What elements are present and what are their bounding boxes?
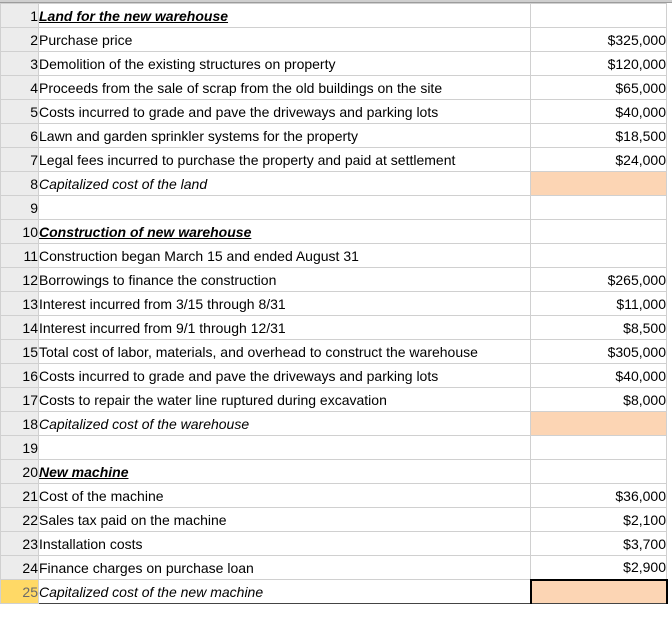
sheet-row [1,412,667,436]
sheet-row [1,268,667,292]
row-header[interactable]: 15 [1,340,39,364]
subtotal-amount-cell[interactable] [531,580,667,604]
amount-cell[interactable]: $65,000 [531,76,667,100]
description-cell[interactable]: Installation costs [39,532,531,556]
row-header[interactable]: 1 [1,4,39,28]
grid-body [1,4,667,604]
row-header[interactable]: 17 [1,388,39,412]
row-header[interactable]: 19 [1,436,39,460]
amount-cell[interactable]: $265,000 [531,268,667,292]
amount-cell[interactable]: $11,000 [531,292,667,316]
amount-cell[interactable]: $18,500 [531,124,667,148]
sheet-row [1,172,667,196]
row-header[interactable]: 6 [1,124,39,148]
description-cell[interactable]: Interest incurred from 3/15 through 8/31 [39,292,531,316]
subtotal-amount-cell[interactable] [531,412,667,436]
amount-cell[interactable] [531,436,667,460]
amount-cell[interactable]: $120,000 [531,52,667,76]
description-cell[interactable]: Cost of the machine [39,484,531,508]
description-cell[interactable]: Proceeds from the sale of scrap from the old buildings on the site [39,76,531,100]
sheet-row [1,508,667,532]
amount-cell[interactable]: $3,700 [531,532,667,556]
sheet-row [1,52,667,76]
amount-cell[interactable]: $2,100 [531,508,667,532]
subtotal-amount-cell[interactable] [531,172,667,196]
row-header[interactable]: 20 [1,460,39,484]
subtotal-label-cell[interactable]: Capitalized cost of the new machine [39,580,531,604]
sheet-row [1,148,667,172]
row-header[interactable]: 8 [1,172,39,196]
row-header[interactable]: 9 [1,196,39,220]
row-header[interactable]: 11 [1,244,39,268]
row-header[interactable]: 24 [1,556,39,580]
subtotal-label-cell[interactable]: Capitalized cost of the warehouse [39,412,531,436]
cell-grid [0,3,668,604]
amount-cell[interactable]: $2,900 [531,556,667,580]
amount-cell[interactable]: $325,000 [531,28,667,52]
sheet-row [1,100,667,124]
sheet-row [1,292,667,316]
row-header[interactable]: 10 [1,220,39,244]
section-heading-cell[interactable]: Construction of new warehouse [39,220,531,244]
amount-cell[interactable]: $8,000 [531,388,667,412]
amount-cell[interactable]: $305,000 [531,340,667,364]
description-cell[interactable] [39,436,531,460]
row-header[interactable]: 5 [1,100,39,124]
amount-cell[interactable]: $40,000 [531,100,667,124]
description-cell[interactable]: Legal fees incurred to purchase the property and paid at settlement [39,148,531,172]
sheet-row [1,196,667,220]
sheet-row [1,436,667,460]
row-header[interactable]: 2 [1,28,39,52]
sheet-row [1,28,667,52]
row-header[interactable]: 25 [1,580,39,604]
sheet-row [1,364,667,388]
description-cell[interactable]: Purchase price [39,28,531,52]
amount-cell[interactable] [531,196,667,220]
amount-cell[interactable]: $36,000 [531,484,667,508]
amount-cell[interactable] [531,244,667,268]
description-cell[interactable]: Lawn and garden sprinkler systems for the property [39,124,531,148]
sheet-row [1,388,667,412]
description-cell[interactable]: Finance charges on purchase loan [39,556,531,580]
sheet-row [1,220,667,244]
amount-cell[interactable] [531,220,667,244]
amount-cell[interactable]: $40,000 [531,364,667,388]
row-header[interactable]: 23 [1,532,39,556]
sheet-row [1,484,667,508]
row-header[interactable]: 4 [1,76,39,100]
description-cell[interactable]: Costs to repair the water line ruptured during excavation [39,388,531,412]
description-cell[interactable] [39,196,531,220]
amount-cell[interactable] [531,460,667,484]
row-header[interactable]: 18 [1,412,39,436]
description-cell[interactable]: Construction began March 15 and ended August 31 [39,244,531,268]
row-header[interactable]: 22 [1,508,39,532]
amount-cell[interactable]: $8,500 [531,316,667,340]
description-cell[interactable]: Costs incurred to grade and pave the driveways and parking lots [39,100,531,124]
sheet-row [1,4,667,28]
amount-cell[interactable]: $24,000 [531,148,667,172]
section-heading-cell[interactable]: New machine [39,460,531,484]
description-cell[interactable]: Total cost of labor, materials, and overhead to construct the warehouse [39,340,531,364]
sheet-row [1,244,667,268]
description-cell[interactable]: Sales tax paid on the machine [39,508,531,532]
sheet-row [1,580,667,604]
row-header[interactable]: 13 [1,292,39,316]
sheet-row [1,76,667,100]
subtotal-label-cell[interactable]: Capitalized cost of the land [39,172,531,196]
description-cell[interactable]: Interest incurred from 9/1 through 12/31 [39,316,531,340]
description-cell[interactable]: Costs incurred to grade and pave the driveways and parking lots [39,364,531,388]
sheet-row [1,340,667,364]
row-header[interactable]: 12 [1,268,39,292]
section-heading-cell[interactable]: Land for the new warehouse [39,4,531,28]
sheet-row [1,460,667,484]
description-cell[interactable]: Borrowings to finance the construction [39,268,531,292]
sheet-row [1,532,667,556]
row-header[interactable]: 7 [1,148,39,172]
sheet-row [1,316,667,340]
sheet-row [1,556,667,580]
row-header[interactable]: 21 [1,484,39,508]
row-header[interactable]: 14 [1,316,39,340]
description-cell[interactable]: Demolition of the existing structures on property [39,52,531,76]
row-header[interactable]: 3 [1,52,39,76]
sheet-row [1,124,667,148]
amount-cell[interactable] [531,4,667,28]
row-header[interactable]: 16 [1,364,39,388]
